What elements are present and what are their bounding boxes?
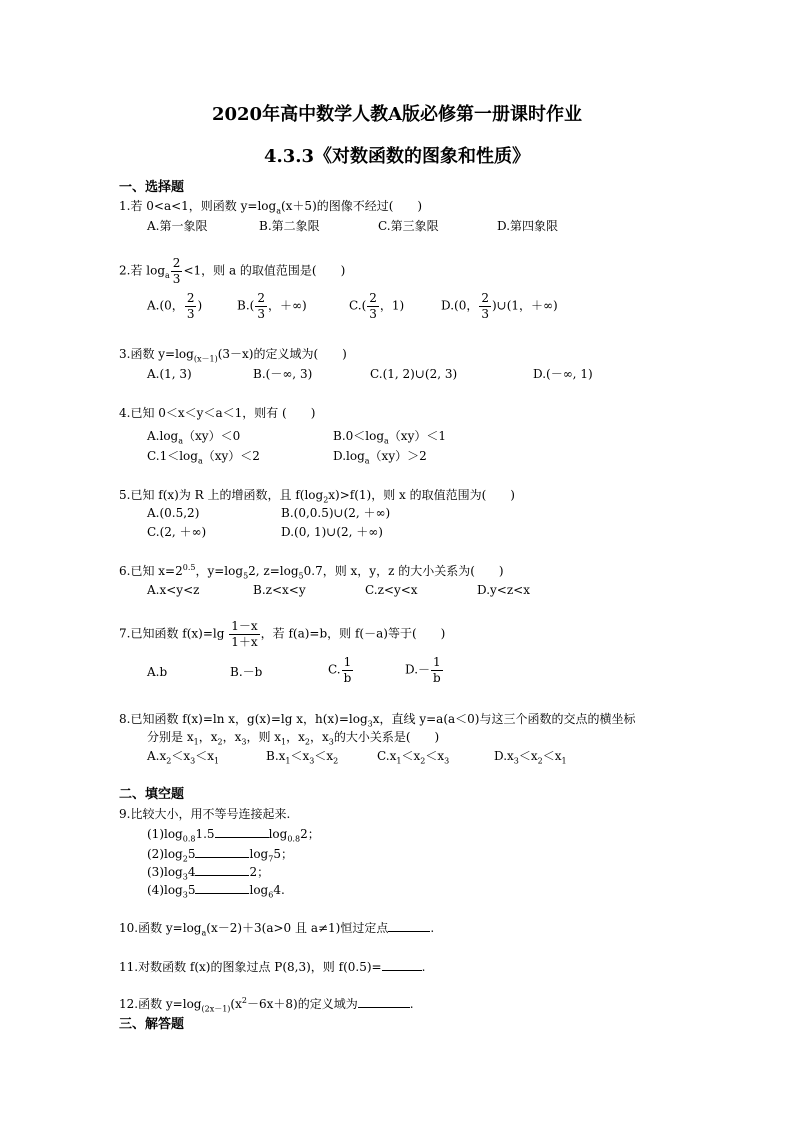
q9-item-4: $(4)\log_35$ $\log_64$.: [147, 883, 285, 900]
question-1-stem: 1.若 0<a<1，则函数 $y=\log_a(x+5)$的图像不经过( ): [119, 199, 423, 216]
q3-option-d: D.(－∞, 1): [533, 367, 593, 381]
q7-option-a: A.b: [147, 665, 168, 679]
question-10: 10.函数 $y=\log_a(x-2)+3(a>0$ 且 a≠1)恒过定点 .: [119, 921, 435, 938]
section-heading-fill: 二、填空题: [119, 787, 185, 802]
question-9-stem: 9.比较大小，用不等号连接起来.: [119, 807, 291, 821]
page-title: 2020年高中数学人教A版必修第一册课时作业: [211, 104, 583, 125]
q9-item-1: $(1)\log_{0.8}1.5$ $\log_{0.8}2$；: [147, 827, 320, 844]
q5-option-b: B.(0,0.5)∪(2, ＋∞): [281, 506, 391, 520]
q8-option-a: $A.x_2<x_3<x_1$: [147, 749, 220, 766]
q1-option-b: B.第二象限: [259, 219, 320, 233]
section-heading-solve: 三、解答题: [119, 1017, 185, 1032]
q3-option-a: A.(1, 3): [147, 367, 192, 381]
q5-option-c: C.(2, ＋∞): [147, 525, 207, 539]
q6-option-a: A.x<y<z: [147, 583, 200, 597]
question-8-stem-line2: 分别是 $x_1$，$x_2$，$x_3$，则 $x_1$，$x_2$，$x_3$的大小关系是( ): [147, 730, 440, 747]
q5-option-d: D.(0, 1)∪(2, ＋∞): [281, 525, 383, 539]
q6-option-b: B.z<x<y: [253, 583, 306, 597]
q2-option-b: B.( $\frac{2}{3}$ ，＋∞): [237, 291, 307, 321]
q2-option-c: C.( $\frac{2}{3}$ ，1): [349, 291, 405, 321]
question-5-stem: 5.已知 f(x)为 R 上的增函数，且 $f(\log_2x)>f(1)$，则 x 的取值范围为( ): [119, 488, 515, 505]
q4-option-b: $B.0<\log_a(xy)<1$: [333, 429, 446, 446]
q8-option-d: $D.x_3<x_2<x_1$: [494, 749, 567, 766]
q4-option-a: $A.\log_a(xy)<0$: [147, 429, 241, 446]
question-2-stem: 2.若 $\log_a$ $\frac{2}{3}$ <1，则 a 的取值范围是( ): [119, 256, 346, 286]
q2-option-a: A.(0， $\frac{2}{3}$ ): [147, 291, 203, 321]
q5-option-a: A.(0.5,2): [147, 506, 200, 520]
q7-option-d: D.－ $\frac{1}{b}$: [405, 655, 441, 685]
q9-item-3: $(3)\log_34$ 2；: [147, 865, 270, 882]
q4-option-d: $D.\log_a(xy)>2$: [333, 449, 427, 466]
q6-option-c: C.z<y<x: [365, 583, 418, 597]
q9-item-2: $(2)\log_25$ $\log_75$；: [147, 847, 293, 864]
question-3-stem: 3.函数 $y=\log_{(x-1)}(3-x)$的定义域为( ): [119, 347, 347, 364]
question-6-stem: 6.已知 $x=2^{0.5}$，$y=\log_52$, $z=\log_50.7$，则 x，y，z 的大小关系为( ): [119, 563, 504, 581]
q1-option-a: A.第一象限: [147, 219, 208, 233]
page-subtitle: 4.3.3《对数函数的图象和性质》: [263, 146, 531, 167]
q6-option-d: D.y<z<x: [477, 583, 530, 597]
fraction: $\frac{2}{3}$: [172, 256, 181, 286]
q7-option-b: B.－b: [230, 665, 263, 679]
q1-option-d: D.第四象限: [497, 219, 559, 233]
question-4-stem: 4.已知 0＜x＜y＜a＜1，则有 ( ): [119, 406, 316, 420]
question-11: 11.对数函数 f(x)的图象过点 P(8,3)，则 f(0.5)= .: [119, 960, 426, 974]
q4-option-c: $C.1<\log_a(xy)<2$: [147, 449, 260, 466]
q7-option-c: C. $\frac{1}{b}$: [328, 655, 352, 685]
q1-option-c: C.第三象限: [378, 219, 439, 233]
question-12: 12.函数 $y=\log_{(2x-1)}(x^2-6x+8)$的定义域为 .: [119, 996, 414, 1014]
q8-option-b: $B.x_1<x_3<x_2$: [266, 749, 339, 766]
section-heading-choice: 一、选择题: [119, 180, 185, 195]
question-8-stem-line1: 8.已知函数 f(x)=ln x，g(x)=lg x，$h(x)=\log_3x$，直线 y=a(a＜0)与这三个函数的交点的横坐标: [119, 712, 636, 729]
question-7-stem: 7.已知函数 f(x)=lg $\frac{1-x}{1+x}$ ，若 f(a)=b，则 f(－a)等于( ): [119, 619, 446, 649]
q8-option-c: $C.x_1<x_2<x_3$: [377, 749, 450, 766]
q3-option-b: B.(－∞, 3): [253, 367, 313, 381]
fraction: $\frac{1-x}{1+x}$: [231, 619, 258, 649]
q3-option-c: C.(1, 2)∪(2, 3): [370, 367, 458, 381]
q2-option-d: D.(0， $\frac{2}{3}$ )∪(1，＋∞): [441, 291, 558, 321]
